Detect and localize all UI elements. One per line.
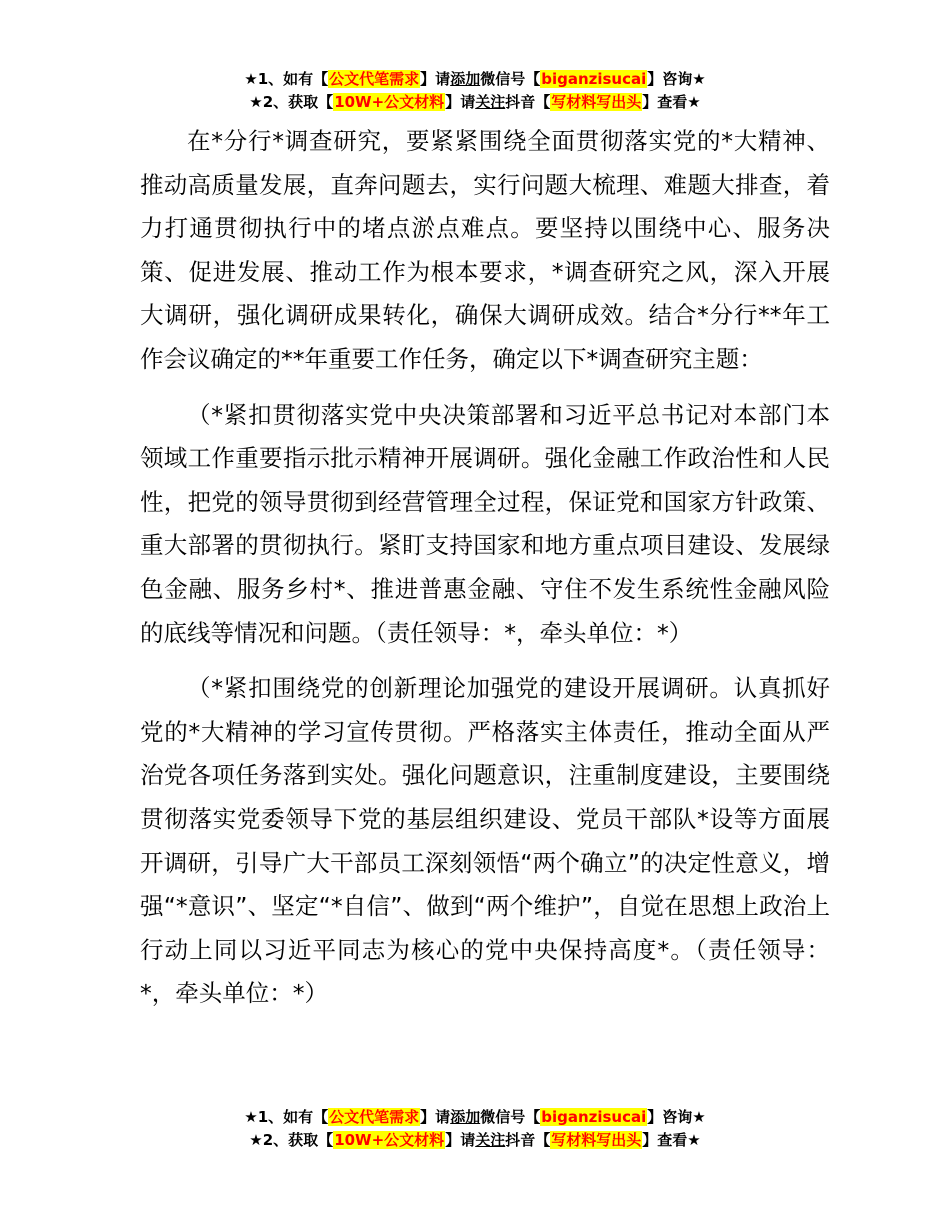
footer-banner	[0, 1106, 950, 1152]
banner-text: ★1、如有【	[244, 1108, 329, 1126]
highlight-wechat-id: biganzisucai	[541, 70, 647, 88]
banner-line-2	[0, 1129, 950, 1152]
banner-emphasis: 关注	[475, 93, 506, 111]
body-paragraph-intro: 在*分行*调查研究，要紧紧围绕全面贯彻落实党的*大精神、推动高质量发展，直奔问题去，实行问题大梳理、难题大排查，着力打通贯彻执行中的堵点淤点难点。要坚持以围绕中心、服务决策、促进发展、推动工作为根本要求，*调查研究之风，深入开展大调研，强化调研成果转化，确保大调研成效。结合*分行**年工作会议确定的**年重要工作任务，确定以下*调查研究主题：	[140, 127, 830, 373]
banner-line-2	[0, 91, 950, 114]
banner-text: 】咨询★	[647, 70, 706, 88]
banner-text: 】请	[445, 1131, 476, 1149]
header-banner	[0, 68, 950, 114]
banner-text: 抖音【	[505, 1131, 551, 1149]
banner-text: 】查看★	[642, 1131, 701, 1149]
banner-text: 】请	[420, 1108, 451, 1126]
banner-emphasis: 添加	[450, 70, 481, 88]
highlight-materials: 10W+公文材料	[334, 1131, 445, 1149]
banner-text: ★2、获取【	[249, 1131, 334, 1149]
banner-text: 】咨询★	[647, 1108, 706, 1126]
banner-text: ★2、获取【	[249, 93, 334, 111]
body-paragraph-topic-1: （*紧扣贯彻落实党中央决策部署和习近平总书记对本部门本领域工作重要指示批示精神开展调研。强化金融工作政治性和人民性，把党的领导贯彻到经营管理全过程，保证党和国家方针政策、重大部署的贯彻执行。紧盯支持国家和地方重点项目建设、发展绿色金融、服务乡村*、推进普惠金融、守住不发生系统性金融风险的底线等情况和问题。（责任领导：*，牵头单位：*）	[140, 400, 830, 647]
highlight-materials: 10W+公文材料	[334, 93, 445, 111]
banner-emphasis: 关注	[475, 1131, 506, 1149]
document-body	[140, 120, 830, 1028]
banner-text: 】请	[420, 70, 451, 88]
banner-emphasis: 添加	[450, 1108, 481, 1126]
highlight-service: 公文代笔需求	[329, 1108, 420, 1126]
highlight-douyin: 写材料写出头	[551, 93, 642, 111]
banner-text: 微信号【	[480, 70, 541, 88]
banner-line-1	[0, 68, 950, 91]
banner-text: 】请	[445, 93, 476, 111]
banner-text: 】查看★	[642, 93, 701, 111]
highlight-wechat-id: biganzisucai	[541, 1108, 647, 1126]
body-paragraph-topic-2: （*紧扣围绕党的创新理论加强党的建设开展调研。认真抓好党的*大精神的学习宣传贯彻。严格落实主体责任，推动全面从严治党各项任务落到实处。强化问题意识，注重制度建设，主要围绕贯彻落实党委领导下党的基层组织建设、党员干部队*设等方面展开调研，引导广大干部员工深刻领悟“两个确立”的决定性意义，增强“*意识”、坚定“*自信”、做到“两个维护”，自觉在思想上政治上行动上同以习近平同志为核心的党中央保持高度*。（责任领导：*，牵头单位：*）	[140, 674, 830, 1008]
highlight-service: 公文代笔需求	[329, 70, 420, 88]
banner-text: 抖音【	[505, 93, 551, 111]
banner-text: ★1、如有【	[244, 70, 329, 88]
banner-line-1	[0, 1106, 950, 1129]
highlight-douyin: 写材料写出头	[551, 1131, 642, 1149]
banner-text: 微信号【	[480, 1108, 541, 1126]
